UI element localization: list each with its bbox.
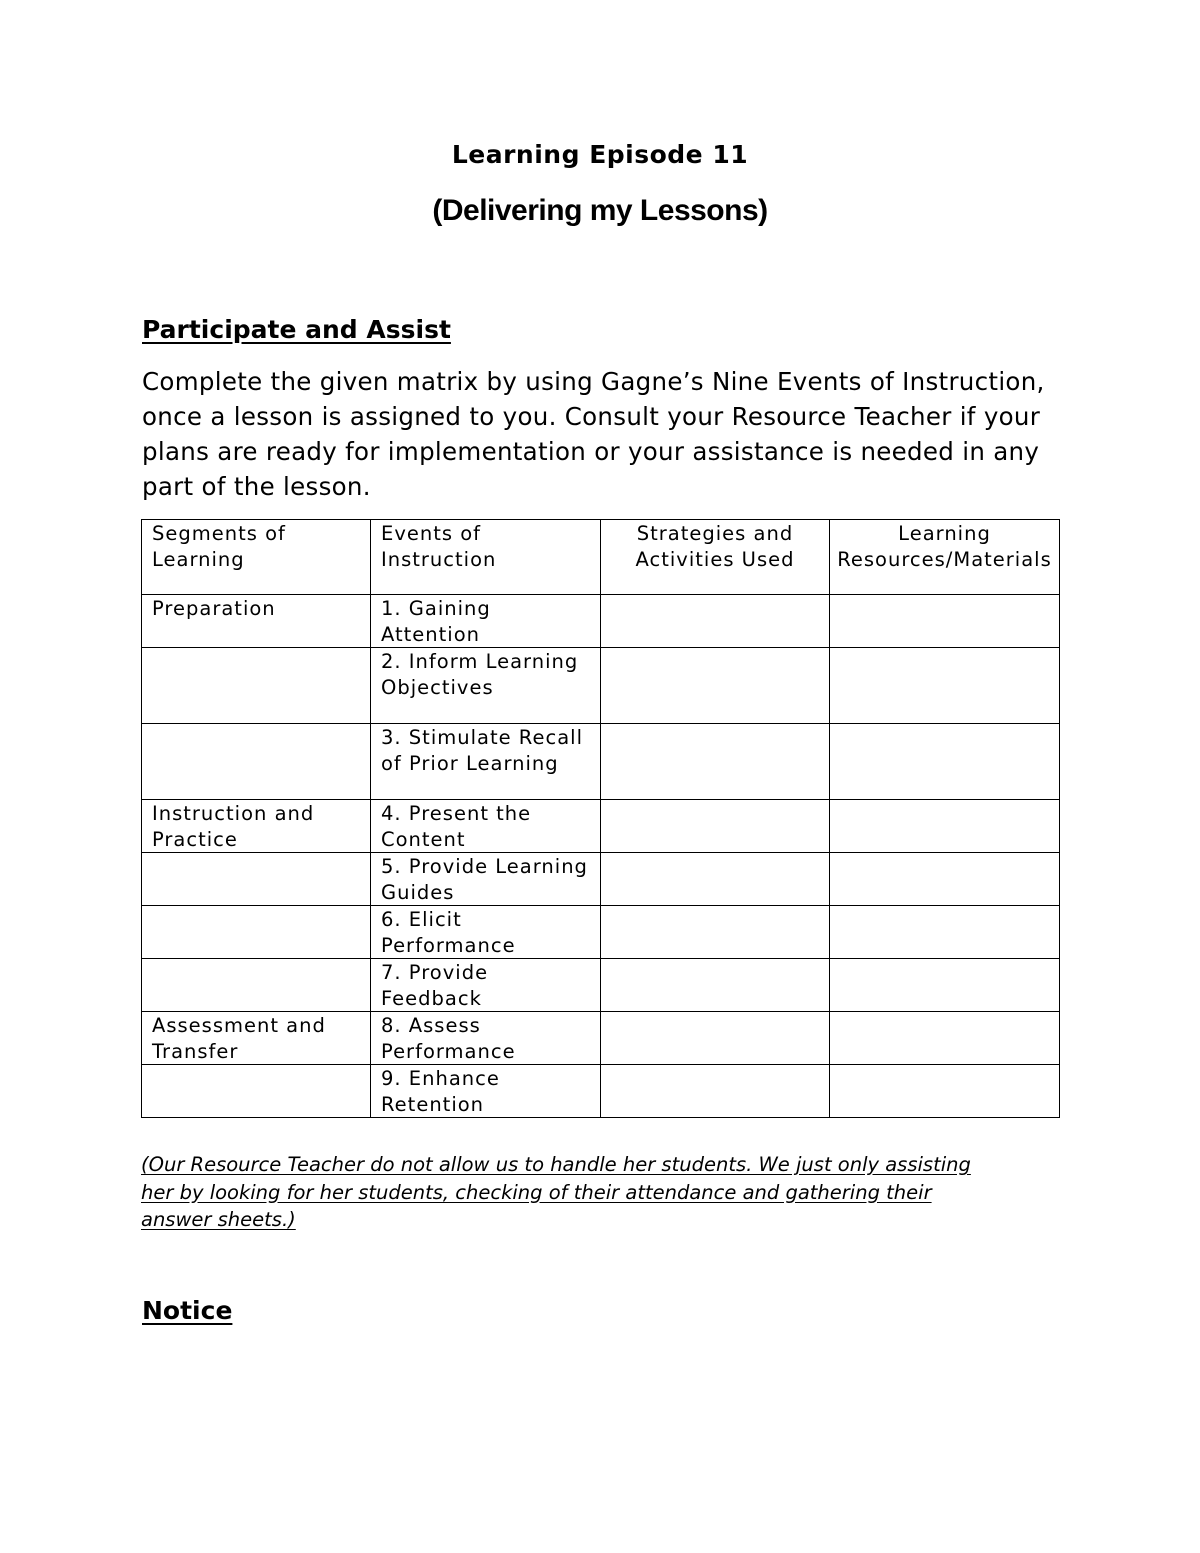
table-row [142,853,1060,906]
resources-cell [830,648,1060,724]
event-cell: 2. Inform Learning Objectives [371,648,601,724]
segment-cell [142,853,371,906]
strategies-cell [601,1012,830,1065]
table-row [142,724,1060,800]
instructions-paragraph: Complete the given matrix by using Gagne’s Nine Events of Instruction, once a lesson is assigned to you. Consult your Resource Teacher if your plans are ready for implementation or your assistance is needed in any part of the lesson. [142,367,1045,501]
segment-cell: Assessment and Transfer [142,1012,371,1065]
resources-cell [830,724,1060,800]
strategies-cell [601,1065,830,1118]
strategies-cell [601,595,830,648]
resources-cell [830,1012,1060,1065]
table-row [142,595,1060,648]
resources-cell [830,959,1060,1012]
resources-cell [830,853,1060,906]
strategies-cell [601,853,830,906]
table-row [142,906,1060,959]
event-cell: 3. Stimulate Recall of Prior Learning [371,724,601,800]
resources-cell [830,595,1060,648]
header-events: Events of Instruction [371,520,601,595]
table-row [142,648,1060,724]
document-subtitle: (Delivering my Lessons) [432,194,768,227]
header-resources: Learning Resources/Materials [830,520,1060,595]
segment-cell [142,1065,371,1118]
section-heading-participate: Participate and Assist [142,315,451,344]
resources-cell [830,800,1060,853]
strategies-cell [601,800,830,853]
header-segments: Segments of Learning [142,520,371,595]
events-matrix-table [141,519,1060,1118]
resources-cell [830,906,1060,959]
segment-cell [142,648,371,724]
event-cell: 5. Provide Learning Guides [371,853,601,906]
table-row [142,800,1060,853]
segment-cell: Preparation [142,595,371,648]
table-row [142,1065,1060,1118]
event-cell: 6. Elicit Performance [371,906,601,959]
strategies-cell [601,648,830,724]
section-heading-notice: Notice [142,1296,233,1325]
event-cell: 9. Enhance Retention [371,1065,601,1118]
strategies-cell [601,906,830,959]
event-cell: 1. Gaining Attention [371,595,601,648]
segment-cell: Instruction and Practice [142,800,371,853]
strategies-cell [601,724,830,800]
resource-teacher-note: (Our Resource Teacher do not allow us to handle her students. We just only assisting her by looking for her students, checking of their attendance and gathering their answer sheets.) [141,1153,971,1231]
table-header-row [142,520,1060,595]
event-cell: 8. Assess Performance [371,1012,601,1065]
segment-cell [142,959,371,1012]
segment-cell [142,724,371,800]
header-strategies: Strategies and Activities Used [601,520,830,595]
event-cell: 7. Provide Feedback [371,959,601,1012]
document-title: Learning Episode 11 [451,140,749,169]
table-row [142,959,1060,1012]
table-row [142,1012,1060,1065]
segment-cell [142,906,371,959]
strategies-cell [601,959,830,1012]
event-cell: 4. Present the Content [371,800,601,853]
resources-cell [830,1065,1060,1118]
